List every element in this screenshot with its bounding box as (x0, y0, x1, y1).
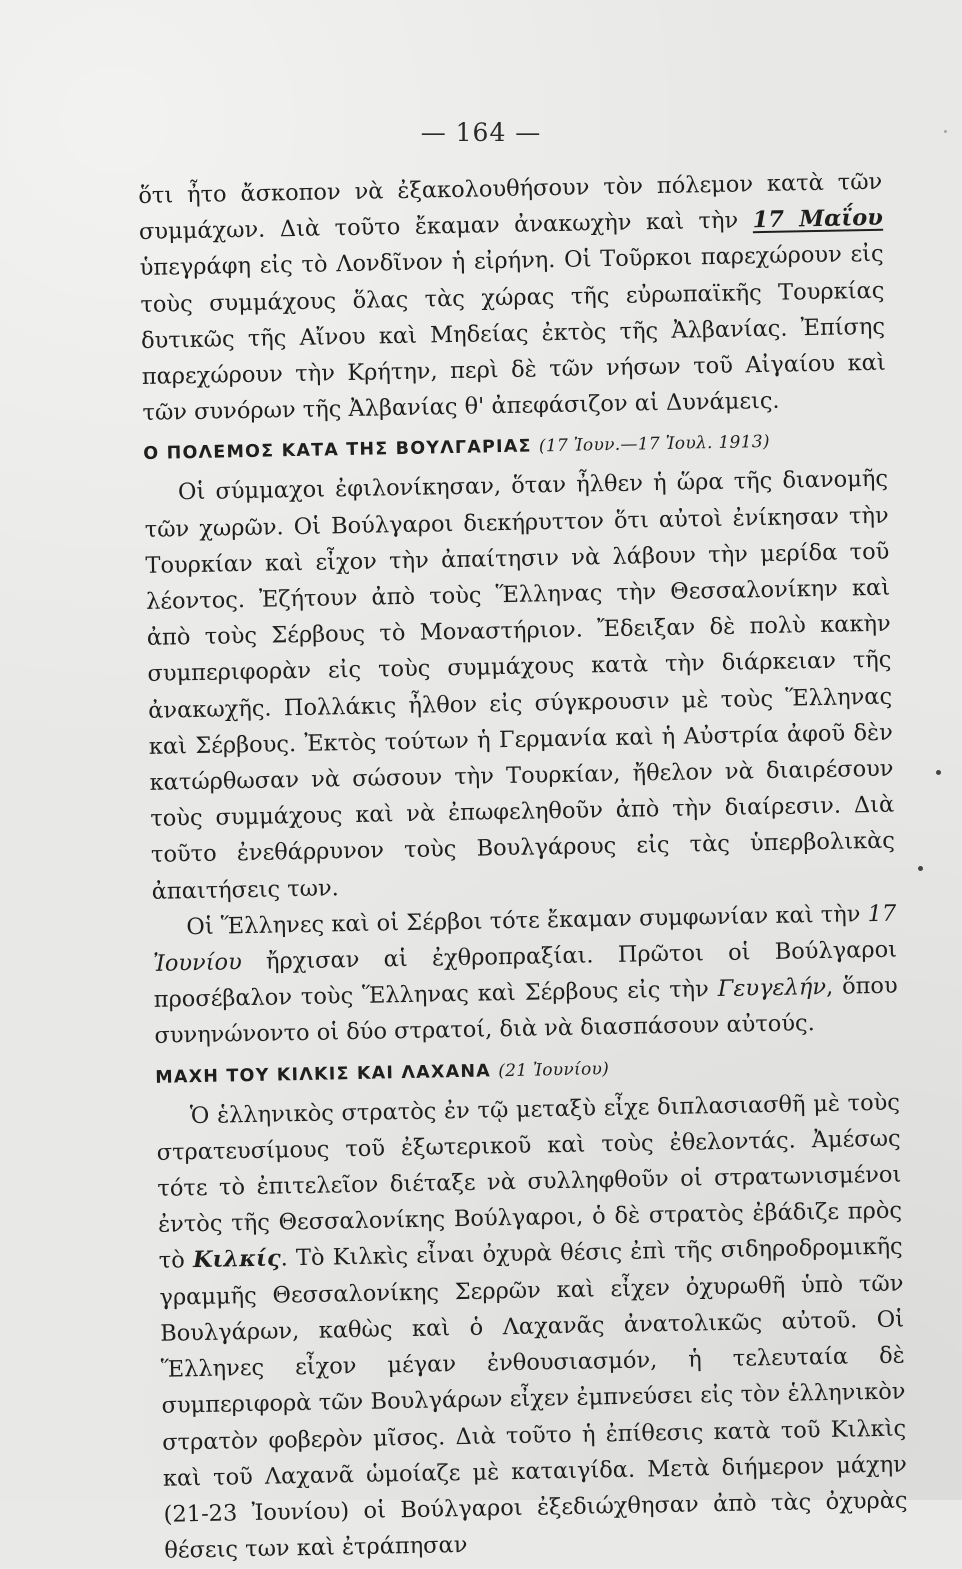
paragraph-allies-dispute: Οἱ σύμμαχοι ἐφιλονίκησαν, ὅταν ἦλθεν ἡ ὥρα τῆς διανομῆς τῶν χωρῶν. Οἱ Βούλγαροι διεκήρυττον ὅτι αὐτοὶ ἐνίκησαν τὴν Τουρκίαν καὶ εἶχον τὴν ἀπαίτησιν νὰ λάβουν τὴν μερίδα τοῦ λέοντος. Ἐζήτουν ἀπὸ τοὺς Ἕλληνας τὴν Θεσσαλονίκην καὶ ἀπὸ τοὺς Σέρβους τὸ Μοναστήριον. Ἔδειξαν δὲ πολὺ κακὴν συμπεριφορὰν εἰς τοὺς συμμάχους κατὰ τὴν διάρκειαν τῆς ἀνακωχῆς. Πολλάκις ἦλθον εἰς σύγκρουσιν μὲ τοὺς Ἕλληνας καὶ Σέρβους. Ἐκτὸς τούτων ἡ Γερμανία καὶ ἡ Αὐστρία ἀφοῦ δὲν κατώρθωσαν νὰ σώσουν τὴν Τουρκίαν, ἤθελον νὰ διαιρέσουν τοὺς συμμάχους καὶ νὰ ἐπωφεληθοῦν ἀπὸ τὴν διαίρεσιν. Διὰ τοῦτο ἐνεθάρρυνον τοὺς Βουλγάρους εἰς τὰς ὑπερβολικὰς ἀπαιτήσεις των. (144, 466, 896, 905)
ink-speck (944, 130, 947, 133)
place-name-bold-italic: Κιλκίς (192, 1245, 281, 1274)
page-number: — 164 — (420, 118, 542, 147)
text-body (138, 164, 909, 1569)
date-italic: 17 Ἰουνίου (152, 900, 897, 977)
place-name-italic: Γευγελήν (717, 974, 827, 1003)
paragraph-text: . Τὸ Κιλκὶς εἶναι ὀχυρὰ θέσις ἐπὶ τῆς σιδηροδρομικῆς γραμμῆς Θεσσαλονίκης Σερρῶν καὶ εἶχεν ὀχυρωθῆ ὑπὸ τῶν Βουλγάρων, καθὼς καὶ ὁ Λαχανᾶς ἀνατολικῶς αὐτοῦ. Οἱ Ἕλληνες εἶχον μέγαν ἐνθουσιασμόν, ἡ τελευταία δὲ συμπεριφορὰ τῶν Βουλγάρων εἶχεν ἐμπνεύσει εἰς τὸν ἑλληνικὸν στρατὸν φοβερὸν μῖσος. Διὰ τοῦτο ἡ ἐπίθεσις κατὰ τοῦ Κιλκὶς καὶ τοῦ Λαχανᾶ ὡμοίαζε μὲ καταιγίδα. Μετὰ διήμερον μάχην (21-23 Ἰουνίου) οἱ Βούλγαροι ἐξεδιώχθησαν ἀπὸ τὰς ὀχυρὰς θέσεις των καὶ ἐτράπησαν (159, 1234, 908, 1564)
heading-title: ΜΑΧΗ ΤΟΥ ΚΙΛΚΙΣ ΚΑΙ ΛΑΧΑΝΑ (155, 1061, 492, 1088)
paragraph-hostilities (152, 895, 899, 1054)
paragraph-text: ὑπεγράφη εἰς τὸ Λονδῖνον ἡ εἰρήνη. Οἱ Τοῦρκοι παρεχώρουν εἰς τοὺς συμμάχους ὅλας τὰς χώρας τῆς εὐρωπαϊκῆς Τουρκίας δυτικῶς τῆς Αἴνου καὶ Μηδείας ἐκτὸς τῆς Ἀλβανίας. Ἐπίσης παρεχώρουν τὴν Κρήτην, περὶ δὲ τῶν νήσων τοῦ Αἰγαίου καὶ τῶν συνόρων τῆς Ἀλβανίας θ' ἀπεφάσιζον αἱ Δυνάμεις. (139, 241, 886, 427)
paragraph-text: Οἱ Ἕλληνες καὶ οἱ Σέρβοι τότε ἔκαμαν συμφωνίαν καὶ τὴν (186, 900, 868, 941)
ink-speck (936, 770, 941, 775)
ink-speck (918, 866, 923, 871)
paragraph-battle (156, 1084, 909, 1569)
heading-date: (17 Ἰουν.—17 Ἰουλ. 1913) (538, 432, 771, 457)
paragraph-text: , ὅπου συνηνώνοντο οἱ δύο στρατοί, διὰ νὰ διασπάσουν αὐτούς. (154, 972, 898, 1050)
date-underlined: 17 Μαΐου (752, 204, 884, 234)
heading-title: Ο ΠΟΛΕΜΟΣ ΚΑΤΑ ΤΗΣ ΒΟΥΛΓΑΡΙΑΣ (143, 436, 532, 465)
paragraph-peace-treaty (138, 164, 887, 432)
paragraph-text: Ὁ ἑλληνικὸς στρατὸς ἐν τῷ μεταξὺ εἶχε διπλασιασθῆ μὲ τοὺς στρατευσίμους τοῦ ἐξωτερικοῦ καὶ τοὺς ἐθελοντάς. Ἀμέσως τότε τὸ ἐπιτελεῖον διέταξε νὰ συλληφθοῦν οἱ στρατωνισμένοι ἐντὸς τῆς Θεσσαλονίκης Βούλγαροι, ὁ δὲ στρατὸς ἐβάδιζε πρὸς τὸ (156, 1089, 903, 1275)
paragraph-text: ὅτι ἦτο ἄσκοπον νὰ ἐξακολουθήσουν τὸν πόλεμον κατὰ τῶν συμμάχων. Διὰ τοῦτο ἔκαμαν ἀνακωχὴν καὶ τὴν (138, 168, 883, 246)
heading-date: (21 Ἰουνίου) (498, 1058, 610, 1081)
paragraph-text: ἤρχισαν αἱ ἐχθροπραξίαι. Πρῶτοι οἱ Βούλγαροι προσέβαλον τοὺς Ἕλληνας καὶ Σέρβους εἰς τὴν (153, 936, 898, 1014)
